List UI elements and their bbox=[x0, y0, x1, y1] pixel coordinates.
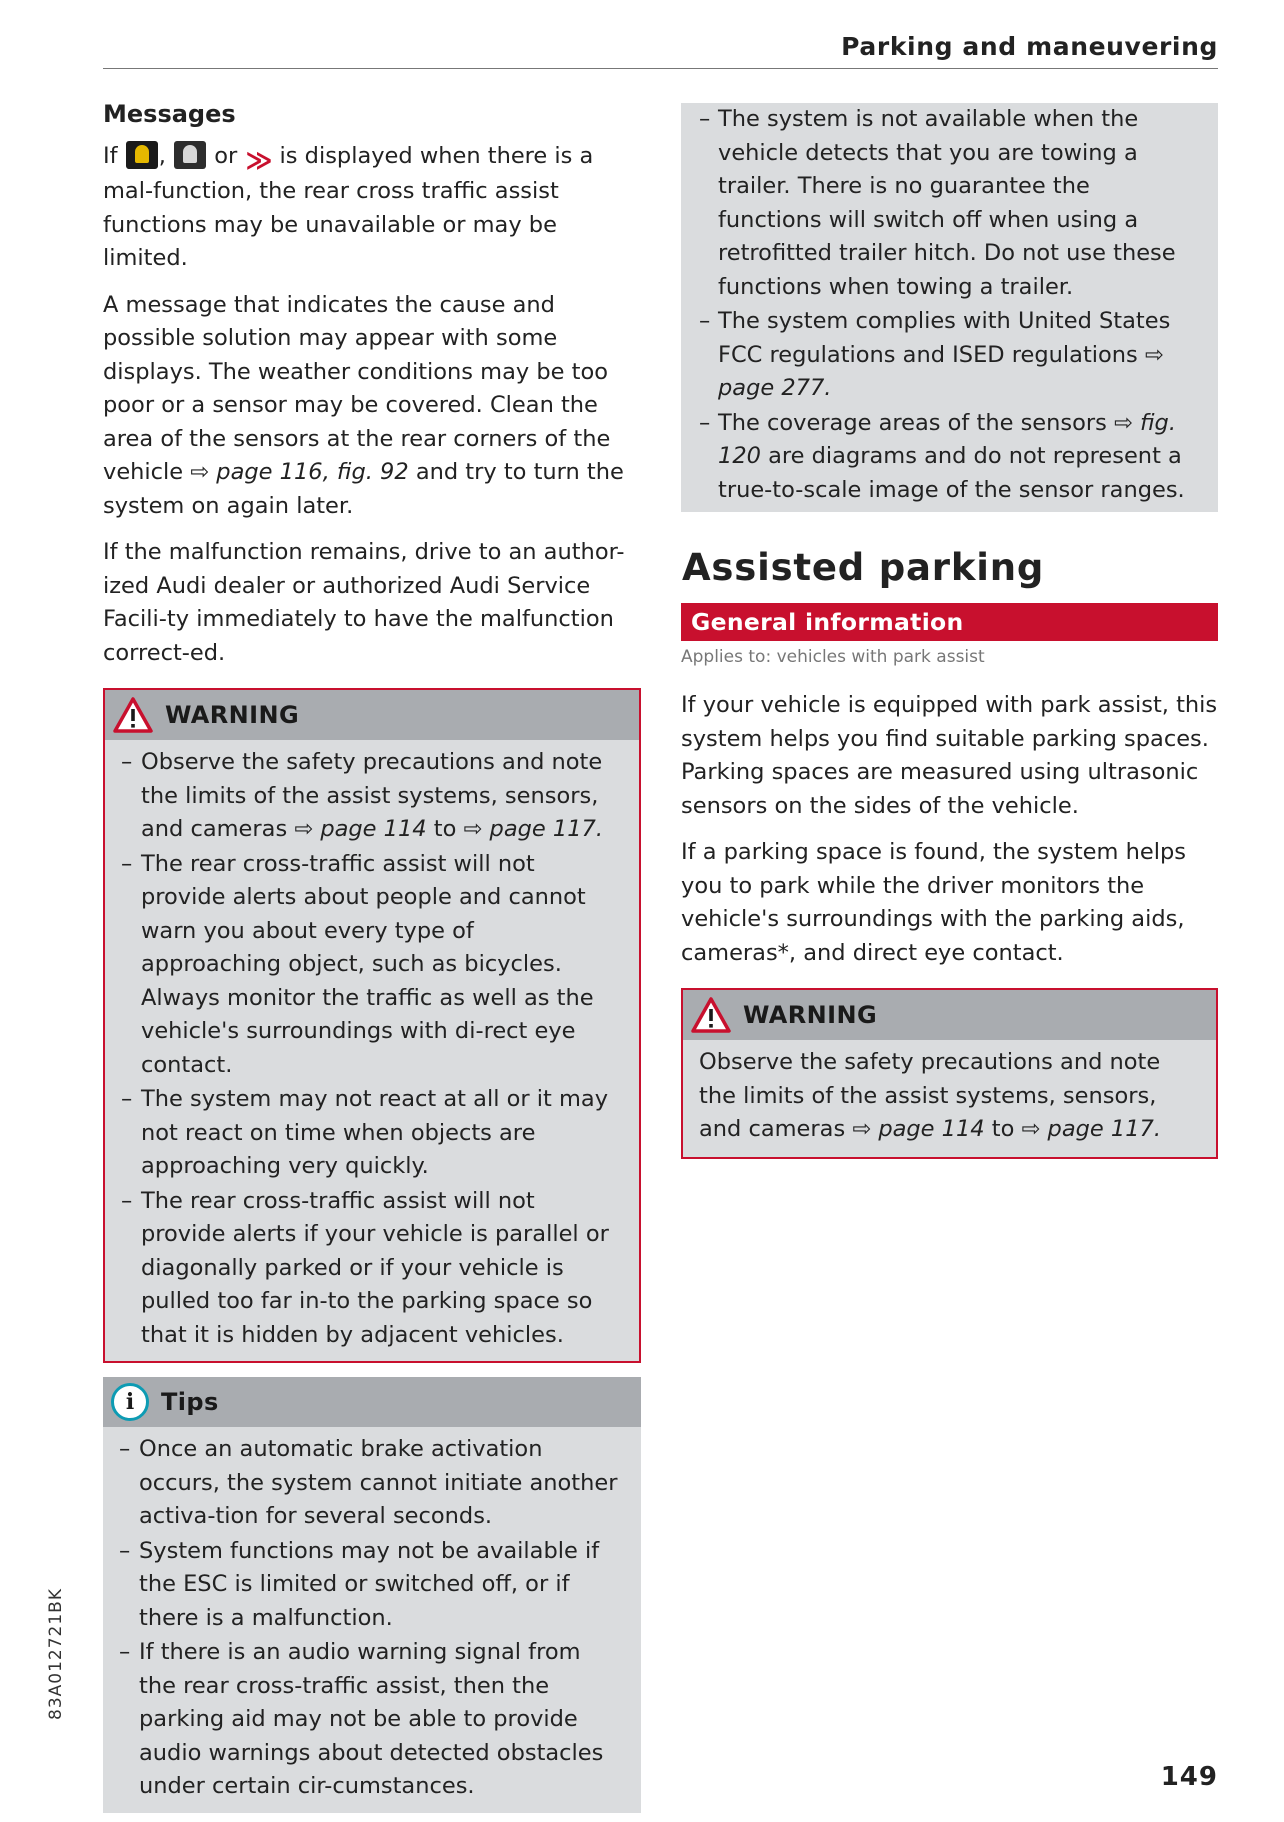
warning-list bbox=[121, 746, 621, 1352]
list-item: – The system may not react at all or it may not react on time when objects are approaching very quickly. bbox=[121, 1083, 621, 1184]
right-column bbox=[681, 103, 1218, 1159]
figure-ref-link[interactable]: ⇨ fig. 120 bbox=[718, 409, 1176, 469]
section-title: Assisted parking bbox=[682, 546, 1045, 589]
warning-header bbox=[105, 690, 639, 740]
applies-to-note: Applies to: vehicles with park assist bbox=[681, 647, 985, 667]
page-ref-link[interactable]: ⇨ page 117. bbox=[463, 816, 603, 842]
info-icon: i bbox=[111, 1383, 149, 1421]
park-assist-paragraph-1: If your vehicle is equipped with park assist, this system helps you find suitable parking spaces. Parking spaces are measured using ultrasonic sensors on the sides of the vehicle. bbox=[681, 692, 1218, 819]
continued-notes-box bbox=[681, 103, 1218, 512]
warning-header bbox=[683, 990, 1216, 1040]
document-code: 83A012721BK bbox=[46, 1588, 66, 1720]
tips-box bbox=[103, 1377, 641, 1813]
messages-paragraph-1: If , or ≫ is displayed when there is a mal-function, the rear cross traffic assist functions may be unavailable or may be limited. bbox=[103, 143, 594, 271]
running-header: Parking and maneuvering bbox=[841, 32, 1218, 61]
list-item: – The rear cross-traffic assist will not provide alerts if your vehicle is parallel or diagonally parked or if your vehicle is pulled too far in-to the parking space so that it is hidden by adjacent vehicles. bbox=[121, 1185, 621, 1353]
page-number: 149 bbox=[1160, 1762, 1218, 1792]
warning-box bbox=[681, 988, 1218, 1159]
messages-heading: Messages bbox=[103, 100, 236, 128]
list-item: – Observe the safety precautions and note the limits of the assist systems, sensors, and cameras ⇨ page 114 to ⇨ page 117. bbox=[121, 746, 621, 847]
warning-body: Observe the safety precautions and note the limits of the assist systems, sensors, and cameras ⇨ page 114 to ⇨ page 117. bbox=[699, 1049, 1161, 1142]
list-item: – The rear cross-traffic assist will not provide alerts about people and cannot warn you about every type of approaching object, such as bicycles. Always monitor the traffic as well as the vehicle's surroundings with di-rect eye contact. bbox=[121, 848, 621, 1083]
tips-list bbox=[119, 1433, 623, 1804]
warning-label: WARNING bbox=[165, 701, 300, 729]
rear-cross-traffic-gray-icon bbox=[174, 141, 206, 169]
tips-body bbox=[103, 1427, 641, 1813]
page-ref-link[interactable]: ⇨ page 114 bbox=[852, 1116, 985, 1142]
list-item: – Once an automatic brake activation occurs, the system cannot initiate another activa-tion for several seconds. bbox=[119, 1433, 623, 1534]
warning-label: WARNING bbox=[743, 1001, 878, 1029]
messages-paragraph-2: A message that indicates the cause and possible solution may appear with some displays. The weather conditions may be too poor or a sensor may be covered. Clean the area of the sensors at the rear corners of the vehicle ⇨ page 116, fig. 92 and try to turn the system on again later. bbox=[103, 291, 624, 519]
list-item: – The system complies with United States FCC regulations and ISED regulations ⇨ page 277. bbox=[699, 305, 1200, 406]
messages-paragraph-3: If the malfunction remains, drive to an author-ized Audi dealer or authorized Audi Service Facili-ty immediately to have the malfunction correct-ed. bbox=[103, 539, 625, 666]
figure-ref-link[interactable]: fig. 92 bbox=[336, 459, 409, 485]
page-ref-link[interactable]: ⇨ page 277. bbox=[718, 341, 1164, 401]
list-item: – If there is an audio warning signal from the rear cross-traffic assist, then the parking aid may not be able to provide audio warnings about detected obstacles under certain cir-cumstances. bbox=[119, 1636, 623, 1804]
subsection-bar: General information bbox=[681, 603, 1218, 641]
list-item: – The system is not available when the vehicle detects that you are towing a trailer. There is no guarantee the functions will switch off when using a retrofitted trailer hitch. Do not use these functions when towing a trailer. bbox=[699, 103, 1200, 304]
rear-cross-traffic-red-icon: ≫ bbox=[245, 146, 273, 176]
rear-cross-traffic-yellow-icon bbox=[126, 141, 158, 169]
notes-list bbox=[699, 103, 1200, 507]
left-column bbox=[103, 100, 641, 1813]
header-rule bbox=[103, 68, 1218, 69]
tips-header bbox=[103, 1377, 641, 1427]
park-assist-paragraph-2: If a parking space is found, the system helps you to park while the driver monitors the vehicle's surroundings with the parking aids, cameras*, and direct eye contact. bbox=[681, 839, 1186, 966]
page-ref-link[interactable]: ⇨ page 117. bbox=[1021, 1116, 1161, 1142]
warning-triangle-icon bbox=[691, 997, 731, 1033]
warning-box bbox=[103, 688, 641, 1363]
page-ref-link[interactable]: ⇨ page 114 bbox=[294, 816, 427, 842]
list-item: – The coverage areas of the sensors ⇨ fig. 120 are diagrams and do not represent a true-to-scale image of the sensor ranges. bbox=[699, 407, 1200, 508]
warning-body bbox=[105, 740, 639, 1361]
list-item: – System functions may not be available if the ESC is limited or switched off, or if there is a malfunction. bbox=[119, 1535, 623, 1636]
page-ref-link[interactable]: ⇨ page 116, bbox=[190, 459, 330, 485]
warning-triangle-icon bbox=[113, 697, 153, 733]
tips-label: Tips bbox=[161, 1388, 219, 1416]
